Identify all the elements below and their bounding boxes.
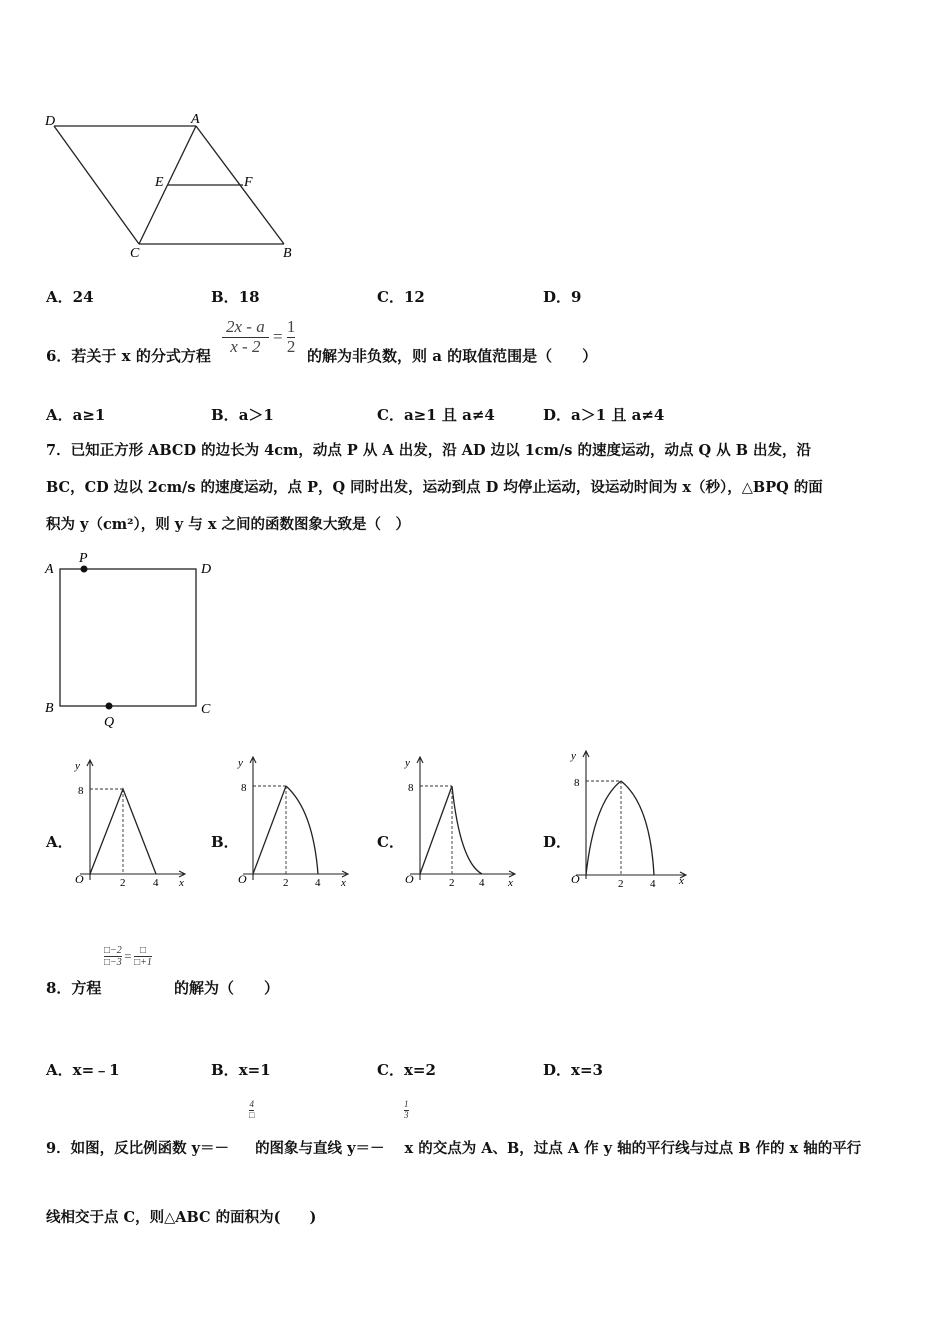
option-letter: B．: [211, 288, 239, 306]
origin-label: O: [571, 872, 580, 886]
axis-x-label: x: [179, 877, 184, 889]
tick-4: 4: [650, 878, 656, 890]
axis-x-label: x: [679, 875, 684, 887]
option-letter: A．: [46, 288, 73, 306]
q7-option-b[interactable]: B．: [211, 833, 239, 851]
tick-2: 2: [283, 877, 289, 889]
q9-line-1-a: 9．如图，反比例函数 y＝－: [46, 1140, 230, 1157]
axis-y-label: y: [405, 757, 410, 769]
q7-line-2: BC，CD 边以 2cm/s 的速度运动，点 P，Q 同时出发，运动到点 D 均停止运动，设运动时间为 x（秒），△BPQ 的面: [46, 479, 823, 496]
q8-rhs-fraction: [134, 945, 152, 968]
q8-option-b[interactable]: [211, 1059, 271, 1080]
q5-option-b[interactable]: [211, 286, 260, 307]
label-C: C: [130, 246, 140, 261]
q6-lhs-numerator: 2x - a: [222, 318, 269, 338]
option-letter: C．: [377, 406, 404, 424]
label-D: D: [45, 114, 56, 129]
q5-option-a[interactable]: [46, 286, 94, 307]
q9-fraction-2: [404, 1100, 409, 1121]
q8-equation: [104, 945, 152, 968]
option-value: 9: [571, 288, 582, 306]
peak-label: 8: [78, 785, 84, 797]
option-value: a≥1 且 a≠4: [403, 406, 495, 424]
origin-label: O: [75, 872, 84, 886]
option-value: x=1: [238, 1061, 271, 1079]
q9-line-1: [46, 1137, 861, 1158]
option-value: x=2: [403, 1061, 436, 1079]
q6-option-c[interactable]: [377, 404, 495, 425]
option-letter: A．: [46, 406, 73, 424]
q6-option-d[interactable]: [543, 404, 664, 425]
label-P: P: [79, 551, 88, 566]
q6-lhs-denominator: x - 2: [230, 336, 261, 356]
option-letter: B．: [211, 1061, 239, 1079]
q6-rhs-denominator: 2: [286, 336, 296, 356]
axis-y-label: y: [75, 760, 80, 772]
q9-frac2-numerator: 1: [404, 1099, 409, 1109]
origin-label: O: [238, 872, 247, 886]
q8-option-d[interactable]: [543, 1059, 603, 1080]
q8-option-a[interactable]: [46, 1059, 120, 1080]
option-value: 12: [403, 288, 425, 306]
option-value: a＞1 且 a≠4: [571, 406, 665, 424]
option-letter: D．: [543, 1061, 572, 1079]
q8-lhs-denominator: □−3: [104, 957, 122, 968]
option-value: 18: [238, 288, 260, 306]
q6-prefix: 6．若关于 x 的分式方程: [46, 347, 211, 365]
q6-suffix: 的解为非负数，则 a 的取值范围是（ ）: [307, 347, 598, 365]
q9-line-1-b: 的图象与直线 y＝－: [255, 1140, 385, 1157]
tick-2: 2: [120, 877, 126, 889]
tick-4: 4: [479, 877, 485, 889]
label-B: B: [45, 701, 54, 716]
option-letter: D．: [543, 288, 572, 306]
q8-option-c[interactable]: [377, 1059, 436, 1080]
q5-option-c[interactable]: [377, 286, 425, 307]
graph-b[interactable]: [235, 752, 360, 892]
q9-line-1-c: x 的交点为 A、B，过点 A 作 y 轴的平行线与过点 B 作的 x 轴的平行: [404, 1140, 862, 1157]
fraction: [249, 1100, 254, 1121]
q7-line-3: 积为 y（cm²），则 y 与 x 之间的函数图象大致是（ ）: [46, 516, 411, 533]
peak-label: 8: [241, 782, 247, 794]
q9-frac2-denominator: 3: [404, 1109, 409, 1120]
axis-x-label: x: [341, 877, 346, 889]
option-letter: D．: [543, 406, 572, 424]
option-letter: A．: [46, 1061, 73, 1079]
q9-frac1-denominator: □: [249, 1109, 255, 1120]
q8-suffix: 的解为（ ）: [174, 979, 280, 997]
tick-2: 2: [618, 878, 624, 890]
label-D: D: [201, 562, 212, 577]
q8-rhs-numerator: □: [134, 945, 152, 957]
tick-4: 4: [315, 877, 321, 889]
q9-frac1-numerator: 4: [249, 1099, 254, 1109]
axis-x-label: x: [508, 877, 513, 889]
axis-y-label: y: [238, 757, 243, 769]
q6-lhs-fraction: [222, 318, 269, 356]
square-figure: [40, 550, 230, 735]
fraction: [404, 1100, 409, 1121]
label-A: A: [191, 112, 200, 127]
option-letter: C．: [377, 1061, 404, 1079]
graph-d[interactable]: [566, 746, 696, 891]
option-value: 24: [72, 288, 94, 306]
q8-rhs-denominator: □+1: [134, 957, 152, 968]
q6-equation: [222, 318, 295, 356]
option-value: a≥1: [72, 406, 106, 424]
option-letter: B．: [211, 406, 239, 424]
peak-label: 8: [408, 782, 414, 794]
q7-option-a[interactable]: A．: [46, 833, 73, 851]
q8-prefix: 8．方程: [46, 979, 102, 997]
origin-label: O: [405, 872, 414, 886]
q9-fraction-1: [249, 1100, 254, 1121]
q7-line-1: 7．已知正方形 ABCD 的边长为 4cm，动点 P 从 A 出发，沿 AD 边以 1cm/s 的速度运动，动点 Q 从 B 出发，沿: [46, 442, 812, 459]
label-B: B: [283, 246, 292, 261]
q8-lhs-numerator: □−2: [104, 945, 122, 956]
option-value: a＞1: [238, 406, 274, 424]
parallelogram-figure: [40, 108, 310, 268]
label-F: F: [244, 175, 253, 190]
q6-question: [46, 345, 211, 366]
graph-a[interactable]: [70, 755, 195, 895]
tick-4: 4: [153, 877, 159, 889]
label-A: A: [45, 562, 54, 577]
option-letter: C．: [377, 288, 404, 306]
q6-option-b[interactable]: [211, 404, 274, 425]
tick-2: 2: [449, 877, 455, 889]
label-Q: Q: [104, 715, 115, 730]
q6-rhs-numerator: 1: [286, 317, 296, 336]
q6-equals: =: [272, 327, 283, 347]
graph-c[interactable]: [400, 752, 525, 892]
q9-line-2: 线相交于点 C，则△ABC 的面积为( ): [46, 1209, 317, 1226]
q8-lhs-fraction: [104, 945, 122, 968]
label-E: E: [155, 175, 164, 190]
q7-option-d[interactable]: D．: [543, 833, 572, 851]
q7-option-c[interactable]: C．: [377, 833, 404, 851]
option-value: x=3: [571, 1061, 603, 1079]
label-C: C: [201, 702, 211, 717]
axis-y-label: y: [571, 750, 576, 762]
option-value: x=﹣1: [72, 1061, 120, 1079]
peak-label: 8: [574, 777, 580, 789]
q6-option-a[interactable]: [46, 404, 105, 425]
q8-equals: =: [124, 948, 132, 964]
q6-rhs-fraction: [287, 318, 296, 356]
q5-option-d[interactable]: [543, 286, 581, 307]
